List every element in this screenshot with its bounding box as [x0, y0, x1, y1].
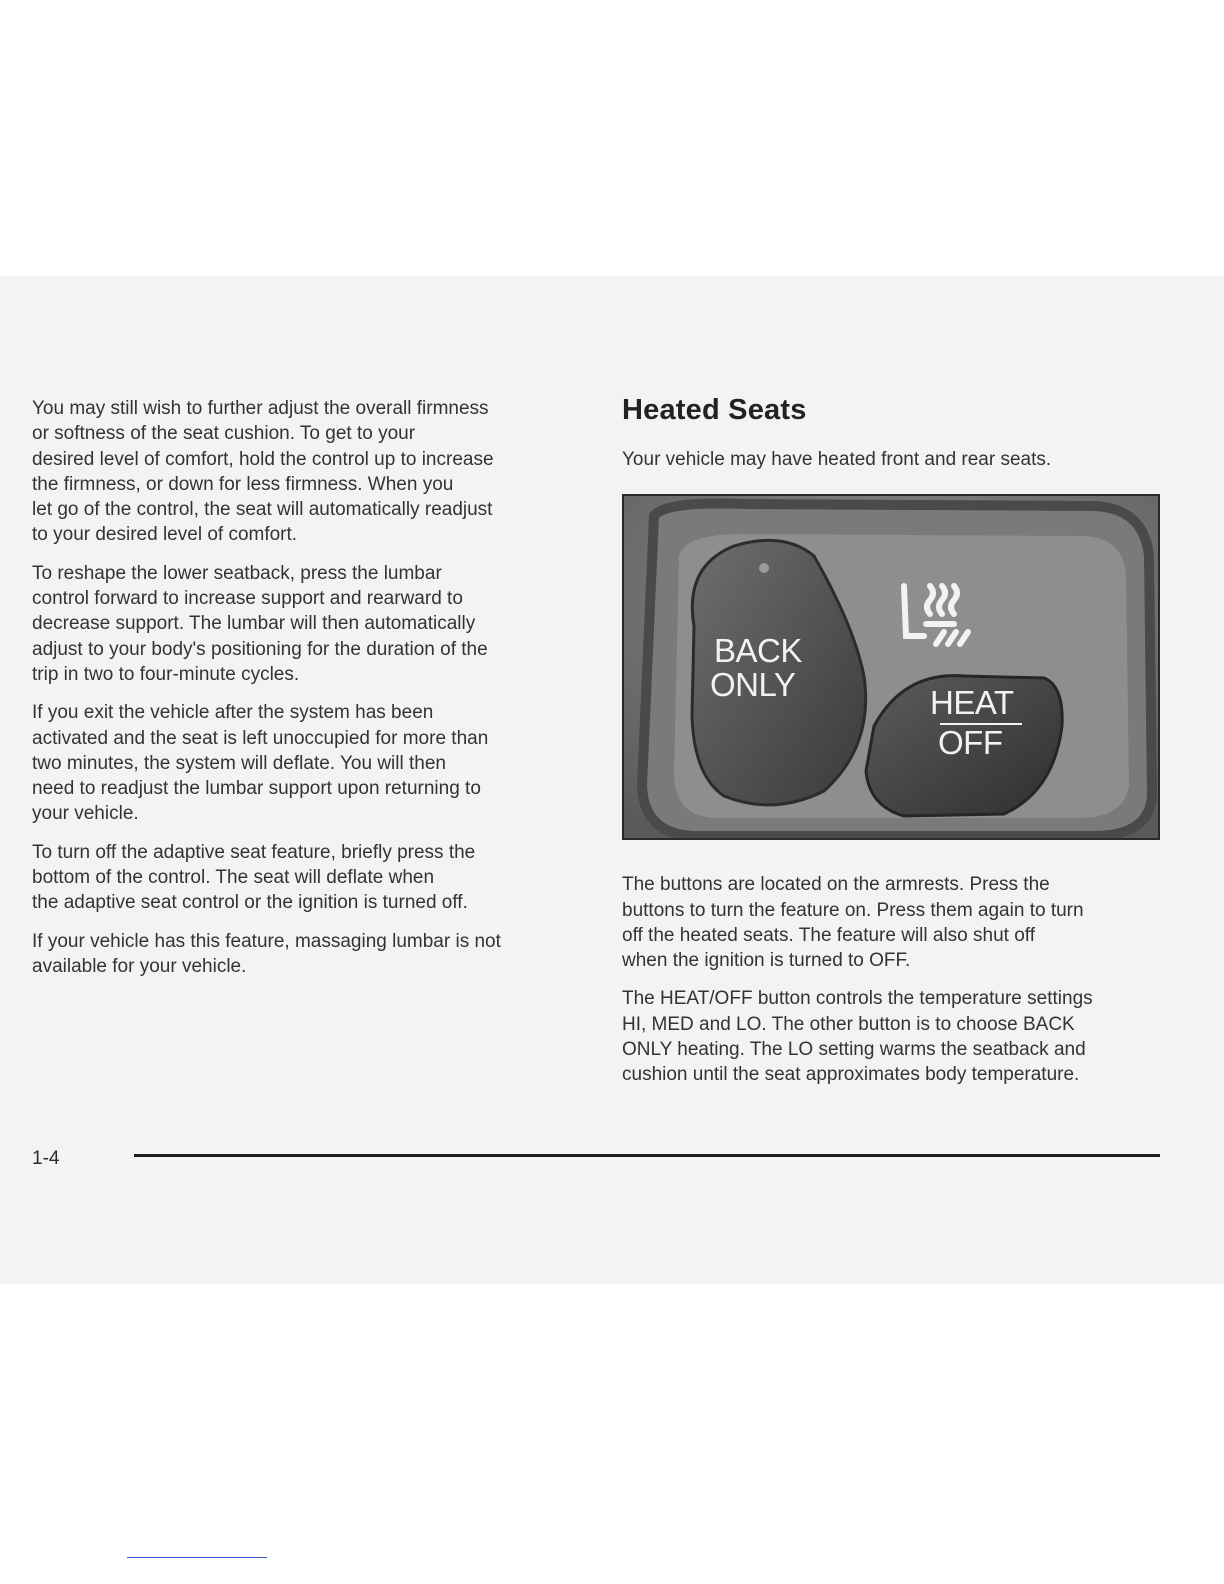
paragraph-firmness: You may still wish to further adjust the overall firmness or softness of the seat cushion. To get to your desired level of comfort, hold the control up to increase the firmness, or down for less firmness. When you let go of the control, the seat will automatically readjust to your desired level of comfort.: [32, 398, 494, 546]
section-intro: Your vehicle may have heated front and rear seats.: [622, 449, 1052, 470]
paragraph-massaging-lumbar: If your vehicle has this feature, massaging lumbar is not available for your vehicle.: [32, 930, 501, 977]
controls-illustration: [624, 496, 1160, 840]
paragraph-turn-off: To turn off the adaptive seat feature, briefly press the bottom of the control. The seat will deflate when the adaptive seat control or the ignition is turned off.: [32, 841, 476, 914]
page-number: 1-4: [32, 1148, 60, 1169]
paragraph-buttons-location: The buttons are located on the armrests. Press the buttons to turn the feature on. Press them again to turn off the heated seats. The feature will also shut off when the ignition is turned to OFF.: [622, 874, 1084, 972]
link-underline: [127, 1557, 267, 1558]
footer-rule: [134, 1154, 1160, 1157]
right-column: [622, 394, 1162, 1101]
only-label: ONLY: [710, 666, 796, 704]
off-label: OFF: [938, 724, 1003, 762]
heat-label: HEAT: [930, 684, 1014, 722]
paragraph-lumbar-reshape: To reshape the lower seatback, press the lumbar control forward to increase support and rearward to decrease support. The lumbar will then automatically adjust to your body's positioning for the duration of the trip in two to four-minute cycles.: [32, 562, 488, 685]
paragraph-exit-vehicle: If you exit the vehicle after the system has been activated and the seat is left unoccupied for more than two minutes, the system will deflate. You will then need to readjust the lumbar support upon returning to your vehicle.: [32, 702, 489, 825]
section-heading: Heated Seats: [622, 394, 807, 426]
paragraph-heat-off-settings: The HEAT/OFF button controls the temperature settings HI, MED and LO. The other button is to choose BACK ONLY heating. The LO setting warms the seatback and cushion until the seat approximates body temperature.: [622, 988, 1093, 1086]
back-label: BACK: [714, 632, 802, 670]
heated-seat-controls-photo: [622, 494, 1160, 840]
left-column: [32, 396, 580, 992]
